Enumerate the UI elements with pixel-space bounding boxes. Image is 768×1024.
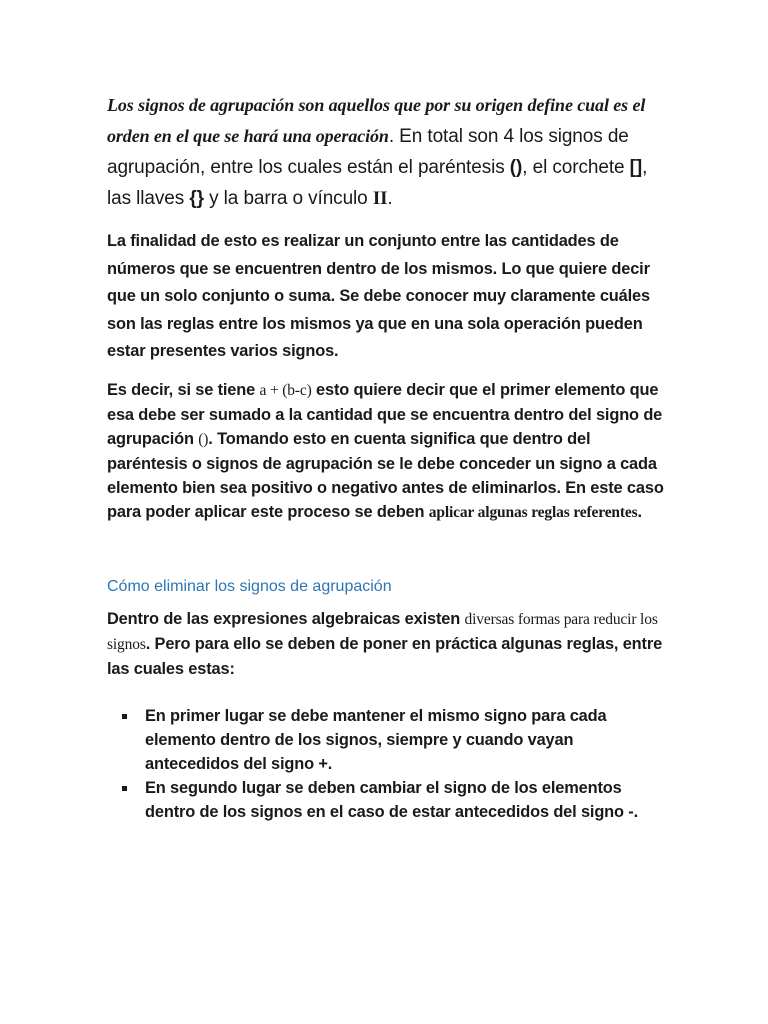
example-paragraph	[107, 378, 667, 525]
intro-text-d: y la barra o vínculo	[203, 188, 373, 209]
section-heading: Cómo eliminar los signos de agrupación	[107, 577, 392, 595]
rule-text: En primer lugar se debe mantener el mismo signo para cada elemento dentro de los signos, siempre y cuando vayan antecedidos del signo +.	[145, 706, 607, 773]
expressions-text-b: . Pero para ello se deben de poner en práctica algunas reglas, entre las cuales estas:	[107, 634, 663, 678]
example-text-d: .	[637, 502, 642, 521]
bullet-square-icon	[122, 714, 127, 719]
example-expression: a + (b-c)	[259, 381, 312, 399]
symbol-braces: {}	[189, 188, 204, 209]
rules-list	[107, 704, 667, 824]
rule-text: En segundo lugar se deben cambiar el signo de los elementos dentro de los signos en el caso de estar antecedidos del signo -.	[145, 778, 639, 821]
example-serif-tail: aplicar algunas reglas referentes	[428, 503, 638, 521]
list-item	[145, 776, 667, 824]
list-item	[145, 704, 667, 776]
intro-lead-italic: Los signos de agrupación son aquellos que por su origen define cual es el orden en el que se hará una operación	[107, 95, 646, 146]
example-text-a: Es decir, si se tiene	[107, 380, 260, 399]
intro-paragraph	[107, 90, 667, 214]
symbol-brackets: []	[629, 157, 643, 178]
expressions-paragraph	[107, 607, 667, 682]
example-text-b: esto quiere decir que el primer elemento que esa debe ser sumado a la cantidad que se encuentra dentro del signo de agrupación	[107, 380, 663, 448]
symbol-bar: II	[372, 188, 388, 209]
intro-text-e: .	[387, 188, 393, 209]
expressions-text-a: Dentro de las expresiones algebraicas existen	[107, 609, 465, 628]
symbol-parentheses: ()	[509, 157, 523, 178]
intro-text-a: . En total son 4 los signos de agrupación, entre los cuales están el paréntesis	[107, 126, 629, 178]
purpose-paragraph: La finalidad de esto es realizar un conjunto entre las cantidades de números que se encuentren dentro de los mismos. Lo que quiere decir que un solo conjunto o suma. Se debe conocer muy claramente cuáles son las reglas entre los mismos ya que en una sola operación pueden estar presentes varios signos.	[107, 232, 650, 360]
intro-text-c: , las llaves	[107, 157, 648, 209]
example-text-c: . Tomando esto en cuenta significa que dentro del paréntesis o signos de agrupación se le debe conceder un signo a cada elemento bien sea positivo o negativo antes de eliminarlos. En este caso para poder aplicar este proceso se deben	[107, 429, 664, 521]
bullet-square-icon	[122, 786, 127, 791]
example-parentheses: ()	[198, 430, 209, 448]
expressions-serif-part: diversas formas para reducir los signos	[107, 610, 658, 653]
intro-text-b: , el corchete	[522, 157, 630, 178]
document-page	[107, 90, 667, 824]
